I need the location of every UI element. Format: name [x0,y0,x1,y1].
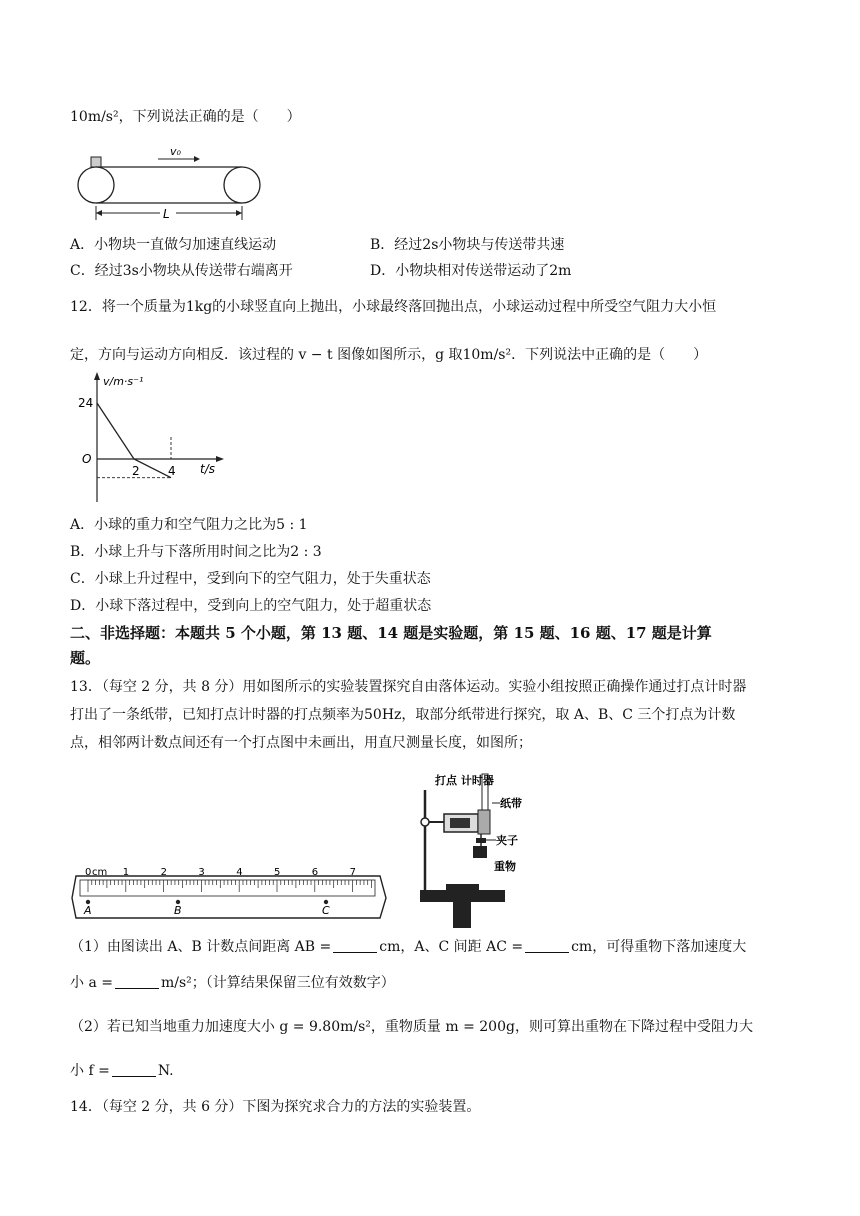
q13-p1-line2: 小 a = m/s²；（计算结果保留三位有效数字） [70,975,395,991]
section2-heading: 二、非选择题：本题共 5 个小题，第 13 题、14 题是实验题，第 15 题、16 题、17 题是计算 [70,624,712,642]
q13-line2: 打出了一条纸带，已知打点计时器的打点频率为50Hz，取部分纸带进行探究，取 A、B、C 三个打点为计数 [70,707,736,723]
q11-option-d: D．小物块相对传送带运动了2m [370,263,572,279]
q13-p1-line1: （1）由图读出 A、B 计数点间距离 AB = cm，A、C 间距 AC = cm，可得重物下落加速度大 [70,939,747,955]
x-axis-label: t/s [200,462,215,476]
ruler-number: 4 [236,867,243,878]
v0-label: v₀ [170,145,181,158]
section2-heading-cont: 题。 [70,649,101,667]
vt-graph [70,370,230,510]
origin-label: O [82,452,92,466]
label-clamp: 夹子 [496,834,518,847]
q14-line: 14．（每空 2 分，共 6 分）下图为探究求合力的方法的实验装置。 [70,1099,481,1115]
q12-option-c: C．小球上升过程中，受到向下的空气阻力，处于失重状态 [70,571,431,587]
block [91,157,101,167]
x-tick-4: 4 [168,464,176,478]
label-tape: 纸带 [500,797,522,810]
point-c: C [322,904,330,917]
q11-option-a: A．小物块一直做匀加速直线运动 [70,237,277,253]
q13-line3: 点，相邻两计数点间还有一个打点图中未画出，用直尺测量长度，如图所； [70,735,532,751]
q11-option-b: B．经过2s小物块与传送带共速 [370,237,565,253]
point-a: A [84,904,92,917]
q12-option-a: A．小球的重力和空气阻力之比为5 : 1 [70,517,308,533]
ruler-number: 2 [160,867,167,878]
label-weight: 重物 [494,860,516,873]
ruler-number: 5 [274,867,281,878]
y-tick-24: 24 [78,396,94,410]
ruler-number: 7 [349,867,356,878]
blank-a[interactable] [115,974,159,989]
blank-f[interactable] [112,1062,156,1077]
q11-stem-tail: 10m/s²，下列说法正确的是（ ） [70,109,301,125]
apparatus-figure [380,770,550,930]
ruler-number: 6 [311,867,319,878]
ruler-number: 0 [85,867,92,878]
ruler-unit: cm [92,867,108,878]
ruler-figure [70,862,390,922]
ruler-number: 1 [122,867,130,878]
ruler-number: 3 [198,867,205,878]
point-b: B [174,904,182,917]
y-axis-label: v/m·s⁻¹ [103,375,144,388]
q12-line1: 12．将一个质量为1kg的小球竖直向上抛出，小球最终落回抛出点，小球运动过程中所受空气阻力大小恒 [70,299,717,315]
q13-p2-line2: 小 f = N. [70,1063,174,1079]
conveyor-belt-figure [70,140,270,225]
q12-option-b: B．小球上升与下落所用时间之比为2 : 3 [70,544,322,560]
q12-option-d: D．小球下落过程中，受到向上的空气阻力，处于超重状态 [70,598,432,614]
q13-line1: 13．（每空 2 分，共 8 分）用如图所示的实验装置探究自由落体运动。实验小组按照正确操作通过打点计时器 [70,679,747,695]
blank-ab[interactable] [333,938,377,953]
l-label: L [163,207,170,221]
blank-ac[interactable] [525,938,569,953]
q13-p2-line1: （2）若已知当地重力加速度大小 g = 9.80m/s²，重物质量 m = 200g，则可算出重物在下降过程中受阻力大 [70,1019,753,1035]
q11-option-c: C．经过3s小物块从传送带右端离开 [70,263,293,279]
x-tick-2: 2 [132,464,140,478]
label-timer: 打点 计时器 [435,774,494,787]
q12-line2: 定，方向与运动方向相反．该过程的 v − t 图像如图所示，g 取10m/s²．下列说法中正确的是（ ） [70,347,708,363]
